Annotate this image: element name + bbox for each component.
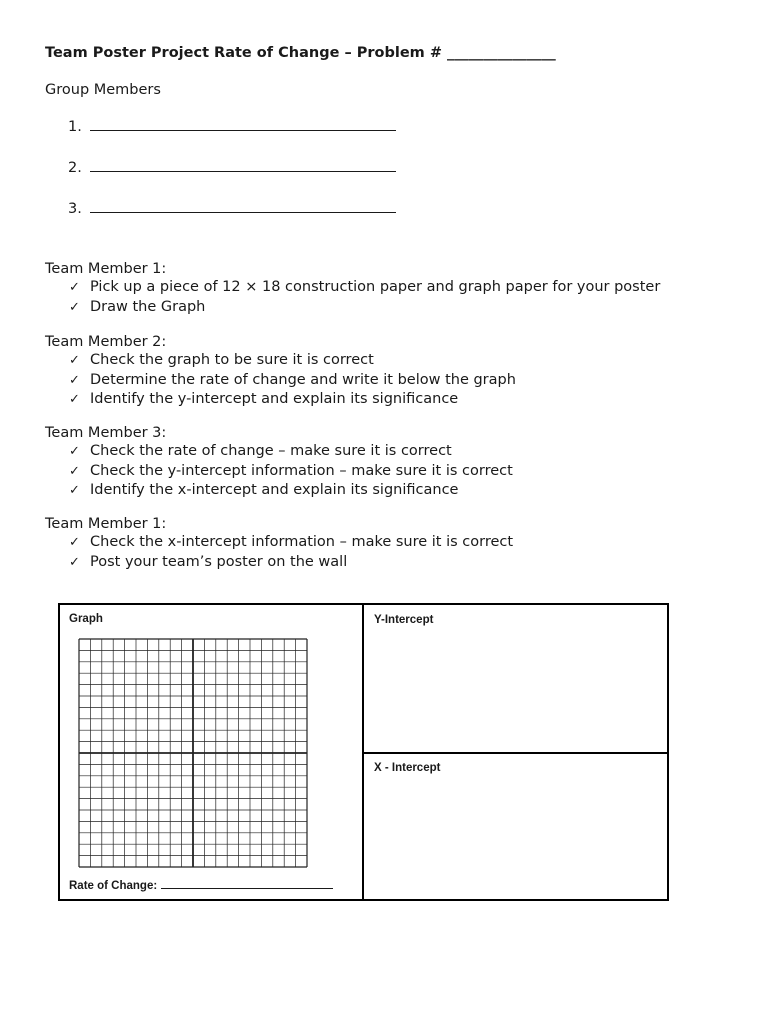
- task-item: [69, 481, 513, 501]
- y-intercept-box: [362, 603, 669, 754]
- team-member-section-2: [45, 333, 516, 410]
- task-text: Check the graph to be sure it is correct: [90, 352, 374, 368]
- checkmark-icon: ✓: [69, 463, 80, 479]
- task-text: Identify the y-intercept and explain its significance: [90, 391, 459, 407]
- task-item: [69, 533, 513, 553]
- checkmark-icon: ✓: [69, 299, 80, 315]
- task-list: [45, 442, 513, 501]
- graph-box: [58, 603, 364, 901]
- blank-line: [90, 200, 396, 213]
- section-heading: Team Member 1:: [45, 516, 167, 532]
- task-list: [45, 533, 513, 572]
- team-member-section-4: [45, 515, 513, 572]
- group-member-number: 1.: [68, 119, 82, 135]
- rate-of-change-line[interactable]: [69, 878, 333, 892]
- graph-paper-grid: [77, 637, 309, 869]
- checkmark-icon: ✓: [69, 392, 80, 407]
- checkmark-icon: ✓: [69, 444, 80, 459]
- blank-line: [90, 118, 396, 131]
- rate-of-change-label: Rate of Change:: [69, 880, 158, 892]
- task-item: [69, 351, 516, 371]
- section-heading: Team Member 1:: [45, 261, 167, 277]
- task-list: [45, 278, 660, 317]
- checkmark-icon: ✓: [69, 372, 80, 388]
- task-text: Determine the rate of change and write it below the graph: [90, 371, 516, 388]
- task-text: Identify the x-intercept and explain its significance: [90, 482, 459, 498]
- y-intercept-label: Y-Intercept: [374, 614, 434, 626]
- task-list: [45, 351, 516, 410]
- group-member-number: 2.: [68, 160, 82, 176]
- page-title: Team Poster Project Rate of Change – Problem # _______________: [45, 45, 556, 61]
- team-member-section-3: [45, 424, 513, 501]
- checkmark-icon: ✓: [69, 483, 80, 498]
- checkmark-icon: ✓: [69, 554, 80, 570]
- group-member-number: 3.: [68, 201, 82, 217]
- team-member-section-1: [45, 260, 660, 317]
- task-text: Draw the Graph: [90, 298, 206, 315]
- section-heading: Team Member 2:: [45, 334, 167, 350]
- task-item: [69, 390, 516, 410]
- group-member-line-2[interactable]: [68, 159, 396, 176]
- task-item: [69, 278, 660, 298]
- group-members-label: Group Members: [45, 82, 161, 98]
- task-text: Check the rate of change – make sure it is correct: [90, 443, 452, 459]
- blank-line: [90, 159, 396, 172]
- checkmark-icon: ✓: [69, 535, 80, 550]
- task-item: [69, 553, 513, 573]
- task-text: Pick up a piece of 12 × 18 construction paper and graph paper for your poster: [90, 279, 661, 295]
- checkmark-icon: ✓: [69, 280, 80, 295]
- x-intercept-label: X - Intercept: [374, 762, 441, 774]
- x-intercept-box: [362, 752, 669, 901]
- group-member-line-1[interactable]: [68, 118, 396, 135]
- graph-label: Graph: [69, 613, 103, 625]
- section-heading: Team Member 3:: [45, 425, 167, 441]
- task-item: [69, 298, 660, 318]
- blank-line: [161, 878, 333, 889]
- task-text: Check the x-intercept information – make sure it is correct: [90, 534, 514, 550]
- task-item: [69, 442, 513, 462]
- task-item: [69, 462, 513, 482]
- task-item: [69, 371, 516, 391]
- group-member-line-3[interactable]: [68, 200, 396, 217]
- checkmark-icon: ✓: [69, 353, 80, 368]
- task-text: Check the y-intercept information – make sure it is correct: [90, 462, 513, 479]
- task-text: Post your team’s poster on the wall: [90, 553, 348, 570]
